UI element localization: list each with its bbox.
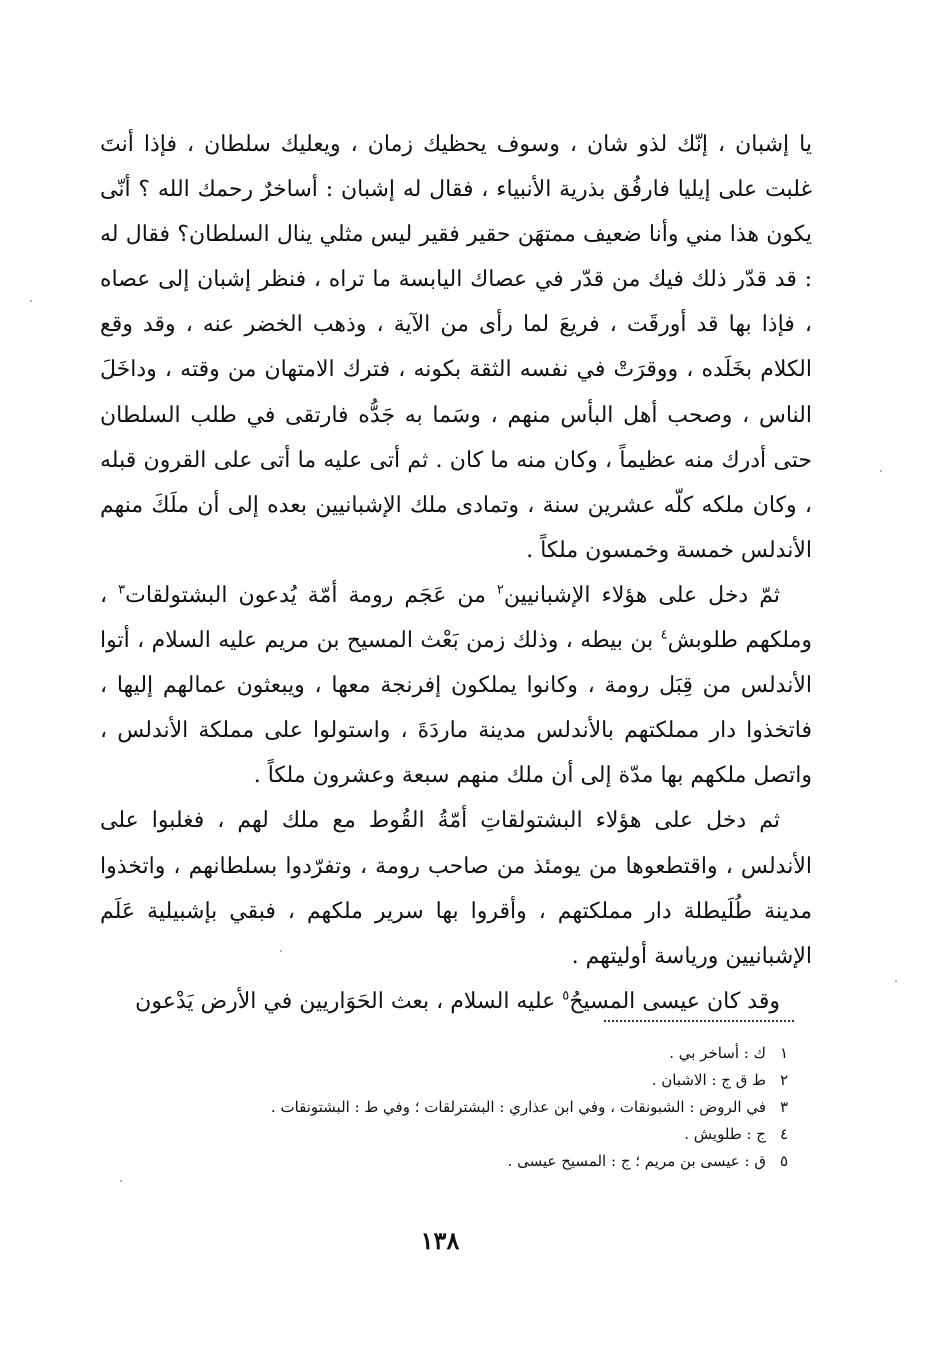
footnote-2-number: ٢ xyxy=(779,1071,788,1089)
footnote-2 xyxy=(160,1067,788,1094)
footnotes xyxy=(160,1040,788,1175)
paragraph-3 xyxy=(100,798,812,978)
footnote-marker-3: ٣ xyxy=(118,582,126,598)
scan-speck xyxy=(895,980,897,982)
footnote-3 xyxy=(160,1094,788,1121)
footnote-1-text: ك : أساخر بي . xyxy=(669,1044,766,1062)
footnote-marker-4: ٤ xyxy=(660,627,668,643)
paragraph-1 xyxy=(100,122,812,573)
footnote-5-number: ٥ xyxy=(779,1152,788,1170)
footnote-5-text: ق : عيسى بن مريم ؛ ج : المسيح عيسى . xyxy=(507,1152,766,1170)
footnote-marker-5: ٥ xyxy=(562,988,570,1004)
scan-speck xyxy=(280,950,282,952)
paragraph-2 xyxy=(100,573,812,798)
paragraph-2-text-c: ، وملكهم طلوبش xyxy=(100,582,812,654)
paragraph-4-text-a: وقد كان عيسى المسيحُ xyxy=(569,988,780,1014)
footnote-3-text: في الروض : الشبونقات ، وفي ابن عذاري : البشترلقات ؛ وفي ط : البشتونقات . xyxy=(270,1098,766,1116)
footnote-2-text: ط ق ج : الاشبان . xyxy=(651,1071,766,1089)
footnote-1-number: ١ xyxy=(779,1044,788,1062)
footnote-5 xyxy=(160,1148,788,1175)
footnote-4-text: ج : طلويش . xyxy=(684,1125,766,1143)
scan-speck xyxy=(30,300,32,302)
footnote-4-number: ٤ xyxy=(779,1125,788,1143)
paragraph-2-text-a: ثمّ دخل على هؤلاء الإشبانيين xyxy=(503,582,781,608)
main-text xyxy=(100,122,812,1024)
paragraph-4-text-b: عليه السلام ، بعث الحَوَاريين في الأرض يَدْعون xyxy=(135,988,563,1014)
page-number: ١٣٨ xyxy=(420,1226,460,1255)
paragraph-4 xyxy=(100,979,812,1024)
scan-speck xyxy=(880,470,882,472)
footnote-1 xyxy=(160,1040,788,1067)
footnote-4 xyxy=(160,1121,788,1148)
footnote-marker-2: ٢ xyxy=(496,582,504,598)
footnote-divider xyxy=(604,1020,794,1022)
paragraph-2-text-b: من عَجَم رومة أمّة يُدعون البشتولقات xyxy=(125,582,497,608)
paragraph-3-text: ثم دخل على هؤلاء البشتولقاتِ أمّةُ القُوط مع ملك لهم ، فغلبوا على الأندلس ، واقتطعوها من يومئذ من صاحب رومة ، وتفرّدوا بسلطانهم ، واتخذوا مدينة طُلَيطلة دار مملكتهم ، وأقروا بها سرير ملكهم ، فبقي بإشبيلية عَلَم الإشبانيين ورياسة أوليتهم . xyxy=(100,808,812,969)
paragraph-1-text: يا إشبان ، إنّك لذو شان ، وسوف يحظيك زمان ، ويعليك سلطان ، فإذا أنتَ غلبت على إيليا فارفُق بذرية الأنبياء ، فقال له إشبان : أساخرٌ رحمك الله ؟ أنّى يكون هذا مني وأنا ضعيف ممتهَن حقير فقير ليس مثلي ينال السلطان؟ فقال له : قد قدّر ذلك فيك من قدّر في عصاك اليابسة ما تراه ، فنظر إشبان إلى عصاه ، فإذا بها قد أورقَت ، فريعَ لما رأى من الآية ، وذهب الخضر عنه ، وقد وقع الكلام بخَلَده ، ووقرَتْ في نفسه الثقة بكونه ، فترك الامتهان من وقته ، وداخَلَ الناس ، وصحب أهل البأس منهم ، وسَما به جَدُّه فارتقى في طلب السلطان حتى أدرك منه عظيماً ، وكان منه ما كان . ثم أتى عليه ما أتى على القرون قبله ، وكان ملكه كلّه عشرين سنة ، وتمادى ملك الإشبانيين بعده إلى أن ملَكَ منهم الأندلس خمسة وخمسون ملكاً . xyxy=(100,132,813,563)
paragraph-2-text-d: بن بيطه ، وذلك زمن بَعْث المسيح بن مريم عليه السلام ، أتوا الأندلس من قِبَل رومة ، وكانوا يملكون إفرنجة معها ، ويبعثون عمالهم إليها ، فاتخذوا دار مملكتهم بالأندلس مدينة ماردَةَ ، واستولوا على مملكة الأندلس ، واتصل ملكهم بها مدّة إلى أن ملك منهم سبعة وعشرون ملكاً . xyxy=(100,628,813,789)
scan-speck xyxy=(120,1180,122,1182)
footnote-3-number: ٣ xyxy=(779,1098,788,1116)
